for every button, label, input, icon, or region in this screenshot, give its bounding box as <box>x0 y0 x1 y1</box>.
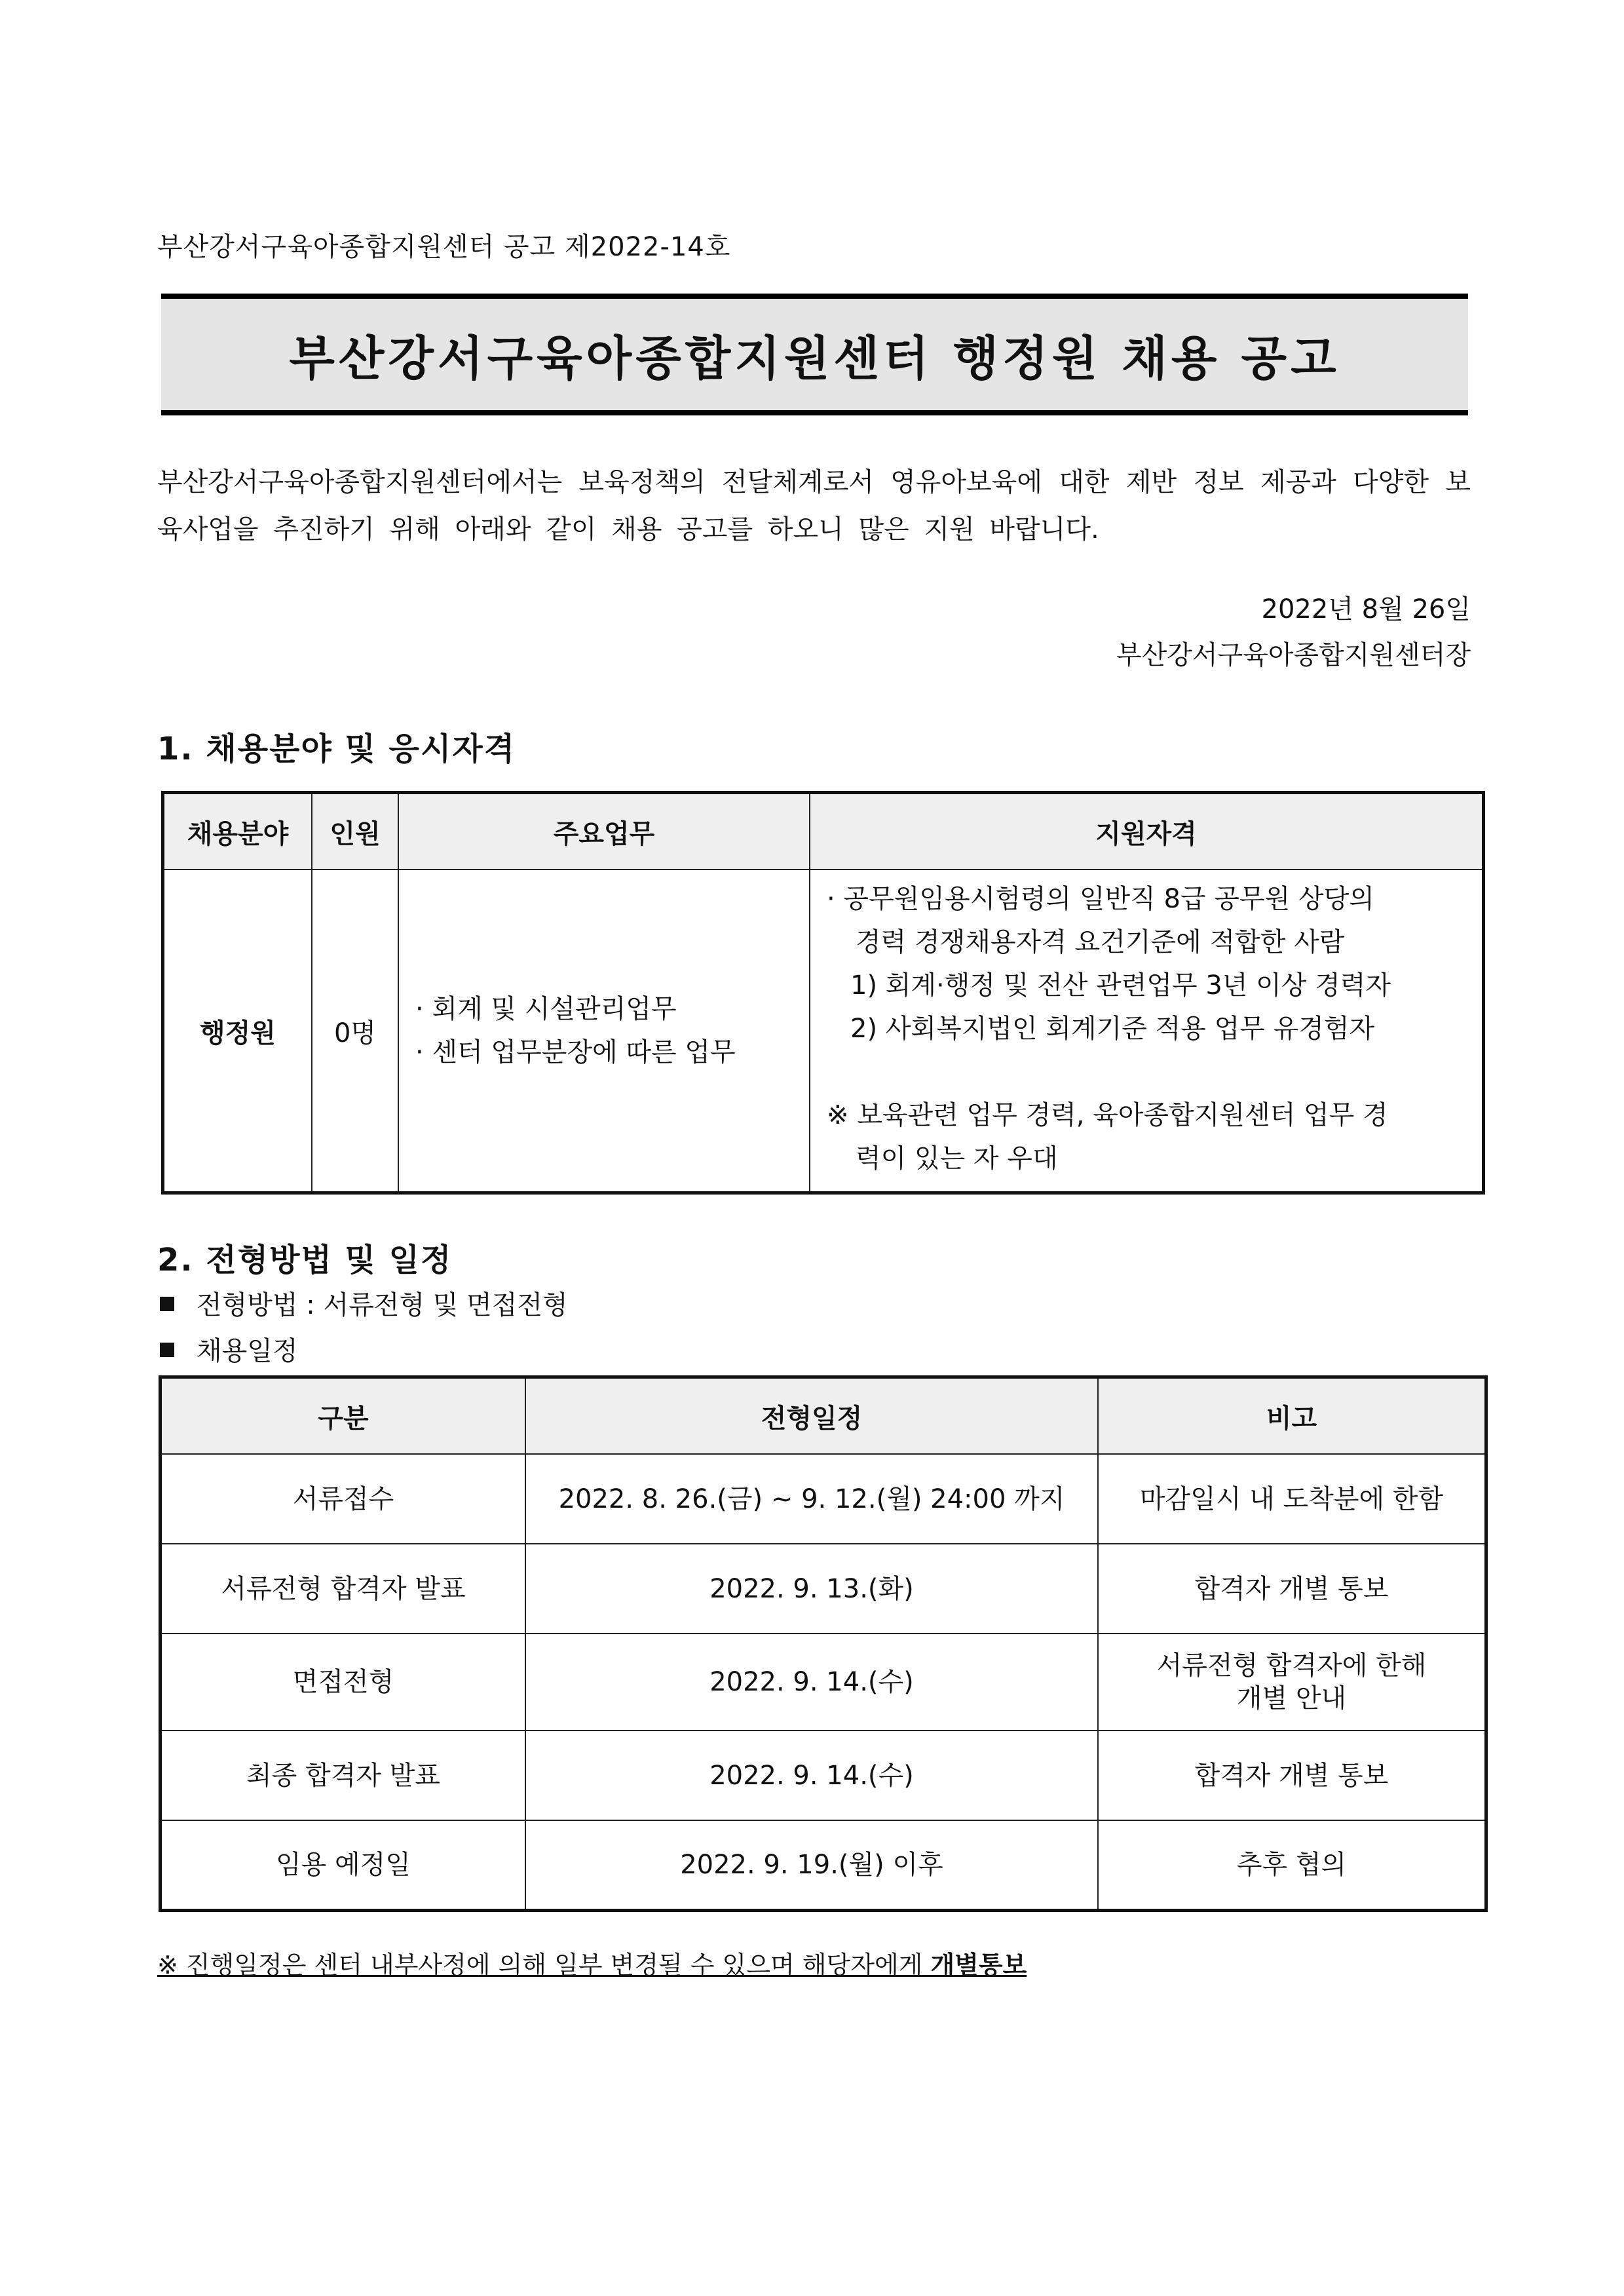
qual-note: ※ 보육관련 업무 경력, 육아종합지원센터 업무 경 <box>827 1100 1388 1130</box>
table-row <box>161 1544 1486 1634</box>
schedule-cell: 2022. 9. 19.(월) 이후 <box>525 1820 1098 1910</box>
schedule-cell: 2022. 9. 14.(수) <box>525 1731 1098 1820</box>
header-duties: 주요업무 <box>398 793 810 870</box>
duty-item: · 회계 및 시설관리업무 <box>415 994 677 1024</box>
footnote-text: ※ 진행일정은 센터 내부사정에 의해 일부 변경될 수 있으며 해당자에게 <box>157 1951 931 1980</box>
stage-cell: 서류전형 합격자 발표 <box>161 1544 526 1634</box>
square-bullet-icon <box>160 1343 174 1357</box>
table-row <box>161 1454 1486 1544</box>
table-header-row <box>161 1377 1486 1455</box>
signer: 부산강서구육아종합지원센터장 <box>1116 640 1471 670</box>
stage-cell: 서류접수 <box>161 1454 526 1544</box>
bullet-method <box>160 1284 568 1322</box>
count-cell: 0명 <box>312 870 398 1193</box>
schedule-footnote <box>157 1945 1027 1981</box>
schedule-cell: 2022. 9. 13.(화) <box>525 1544 1098 1634</box>
header-note: 비고 <box>1098 1377 1486 1455</box>
notice-number: 부산강서구육아종합지원센터 공고 제2022-14호 <box>157 232 731 262</box>
header-qualification: 지원자격 <box>810 793 1484 870</box>
field-cell: 행정원 <box>163 870 312 1193</box>
footnote-emphasis: 개별통보 <box>930 1951 1027 1980</box>
table-header-row <box>163 793 1484 870</box>
square-bullet-icon <box>160 1297 174 1311</box>
qual-note: 력이 있는 자 우대 <box>856 1143 1058 1174</box>
table-row <box>161 1820 1486 1910</box>
table-row <box>163 870 1484 1193</box>
qualification-table <box>161 791 1485 1195</box>
table-row <box>161 1731 1486 1820</box>
note-cell: 마감일시 내 도착분에 한함 <box>1098 1454 1486 1544</box>
qual-sub-item: 1) 회계·행정 및 전산 관련업무 3년 이상 경력자 <box>850 970 1391 1001</box>
stage-cell: 임용 예정일 <box>161 1820 526 1910</box>
duties-cell <box>398 870 810 1193</box>
header-count: 인원 <box>312 793 398 870</box>
header-stage: 구분 <box>161 1377 526 1455</box>
note-line: 서류전형 합격자에 한해 <box>1156 1651 1427 1681</box>
page-title: 부산강서구육아종합지원센터 행정원 채용 공고 <box>289 331 1340 386</box>
intro-paragraph: 부산강서구육아종합지원센터에서는 보육정책의 전달체계로서 영유아보육에 대한 제반 정보 제공과 다양한 보육사업을 추진하기 위해 아래와 같이 채용 공고를 하오니 많은 지원 바랍니다. <box>157 467 1471 545</box>
schedule-table <box>159 1375 1488 1912</box>
schedule-cell: 2022. 9. 14.(수) <box>525 1634 1098 1731</box>
header-schedule: 전형일정 <box>525 1377 1098 1455</box>
section1-title: 1. 채용분야 및 응시자격 <box>157 731 516 767</box>
bullet-schedule <box>160 1330 298 1368</box>
table-row <box>161 1634 1486 1731</box>
note-cell: 합격자 개별 통보 <box>1098 1544 1486 1634</box>
notice-date: 2022년 8월 26일 <box>1261 594 1471 624</box>
qual-sub-item: 2) 사회복지법인 회계기준 적용 업무 유경험자 <box>850 1014 1375 1044</box>
qual-line: · 공무원임용시험령의 일반직 8급 공무원 상당의 <box>827 884 1374 914</box>
duty-item: · 센터 업무분장에 따른 업무 <box>415 1037 736 1067</box>
bullet-text: 채용일정 <box>197 1336 298 1366</box>
schedule-cell: 2022. 8. 26.(금) ~ 9. 12.(월) 24:00 까지 <box>525 1454 1098 1544</box>
note-cell: 합격자 개별 통보 <box>1098 1731 1486 1820</box>
title-banner <box>161 294 1468 415</box>
note-cell: 추후 협의 <box>1098 1820 1486 1910</box>
note-line: 개별 안내 <box>1236 1683 1347 1713</box>
note-cell <box>1098 1634 1486 1731</box>
qual-line: 경력 경쟁채용자격 요건기준에 적합한 사람 <box>856 927 1345 957</box>
section2-title: 2. 전형방법 및 일정 <box>157 1242 453 1278</box>
header-field: 채용분야 <box>163 793 312 870</box>
qualification-cell <box>810 870 1484 1193</box>
stage-cell: 면접전형 <box>161 1634 526 1731</box>
stage-cell: 최종 합격자 발표 <box>161 1731 526 1820</box>
bullet-text: 전형방법 : 서류전형 및 면접전형 <box>197 1290 568 1320</box>
